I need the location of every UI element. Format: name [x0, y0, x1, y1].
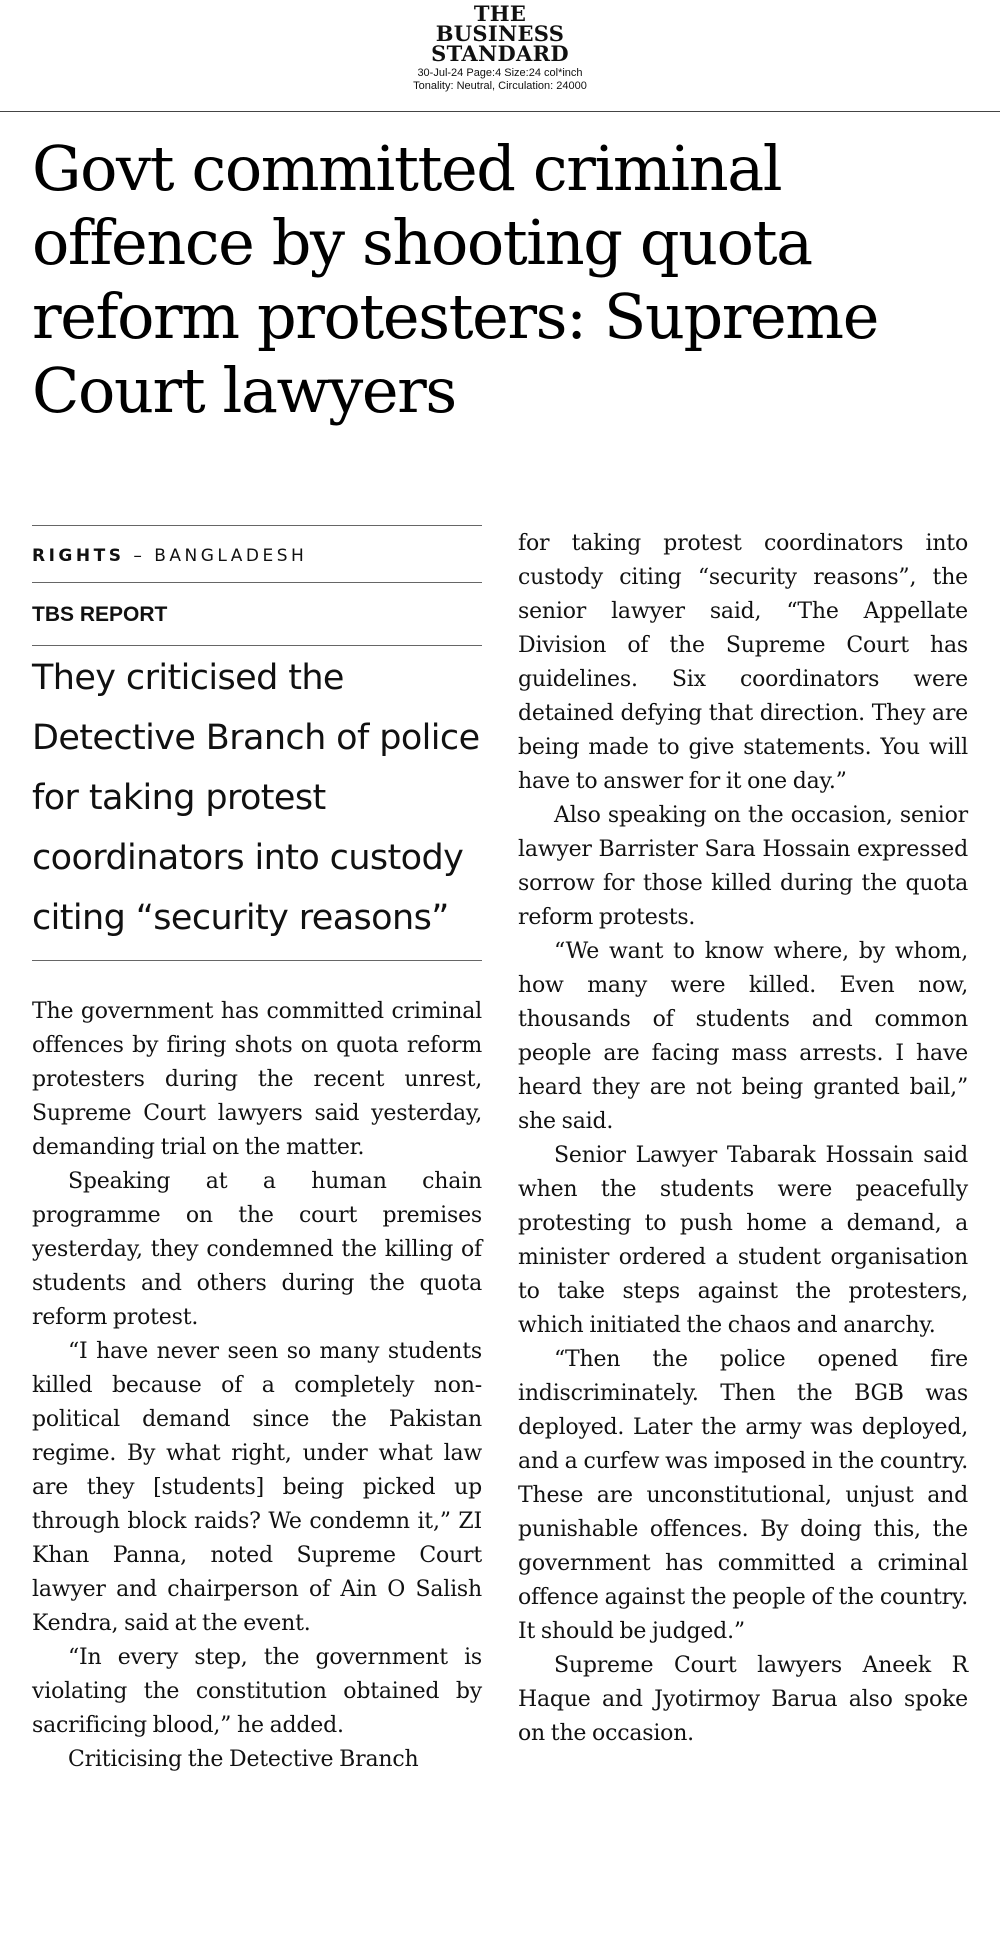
paragraph-3: “I have never seen so many students killed because of a completely non-political demand since the Pakistan regime. By what right, under what law are they [students] being picked up through block raids? We condemn it,” ZI Khan Panna, noted Supreme Court lawyer and chairperson of Ain O Salish Kendra, said at the event.: [32, 1339, 482, 1636]
section-separator: –: [133, 546, 146, 566]
clipping-metadata: [380, 67, 620, 93]
paragraph-9: “Then the police opened fire indiscriminately. Then the BGB was deployed. Later the army was deployed, and a curfew was imposed in the country. These are unconstitutional, unjust and punishable offences. By doing this, the government has committed a criminal offence against the people of the country. It should be judged.”: [518, 1347, 968, 1644]
paragraph-10: Supreme Court lawyers Aneek R Haque and Jyotirmoy Barua also spoke on the occasion.: [518, 1653, 968, 1746]
subheadline: They criticised the Detective Branch of police for taking protest coordinators into custody citing “security reasons”: [32, 658, 480, 938]
logo-line-2: BUSINESS: [435, 21, 565, 46]
section-name: RIGHTS: [32, 546, 125, 566]
clipping-tonality-circulation: Tonality: Neutral, Circulation: 24000: [413, 80, 587, 92]
masthead-divider: [0, 111, 1000, 112]
paragraph-1: The government has committed criminal offences by firing shots on quota reform protesters during the recent unrest, Supreme Court lawyers said yesterday, demanding trial on the matter.: [32, 999, 482, 1160]
subhead-rule: [32, 960, 482, 961]
masthead: [380, 1, 620, 93]
paragraph-5-continued: for taking protest coordinators into custody citing “security reasons”, the senior lawyer said, “The Appellate Division of the Supreme Court has guidelines. Six coordinators were detained defying that direction. They are being made to give statements. You will have to answer for it one day.”: [518, 531, 968, 794]
publication-logo: [380, 1, 620, 66]
section-label: [32, 526, 482, 582]
paragraph-2: Speaking at a human chain programme on the court premises yesterday, they condemned the killing of students and others during the quota reform protest.: [32, 1169, 482, 1330]
subsection-name: BANGLADESH: [154, 546, 308, 566]
left-column: [32, 525, 482, 1777]
paragraph-4: “In every step, the government is violating the constitution obtained by sacrificing blood,” he added.: [32, 1645, 482, 1738]
right-column: [518, 527, 968, 1751]
paragraph-7: “We want to know where, by whom, how many were killed. Even now, thousands of students and common people are facing mass arrests. I have heard they are not being granted bail,” she said.: [518, 939, 968, 1134]
paragraph-8: Senior Lawyer Tabarak Hossain said when the students were peacefully protesting to push home a demand, a minister ordered a student organisation to take steps against the protesters, which initiated the chaos and anarchy.: [518, 1143, 968, 1338]
logo-line-1: THE: [473, 1, 527, 26]
paragraph-6: Also speaking on the occasion, senior lawyer Barrister Sara Hossain expressed sorrow for those killed during the quota reform protests.: [518, 803, 968, 930]
paragraph-5-start: Criticising the Detective Branch: [68, 1747, 419, 1772]
byline: TBS REPORT: [32, 603, 168, 626]
logo-line-3: STANDARD: [431, 41, 569, 66]
headline: Govt committed criminal offence by shooting quota reform protesters: Supreme Court lawyers: [32, 132, 878, 427]
clipping-date-page-size: 30-Jul-24 Page:4 Size:24 col*inch: [417, 67, 583, 79]
left-column-body: [32, 995, 482, 1777]
